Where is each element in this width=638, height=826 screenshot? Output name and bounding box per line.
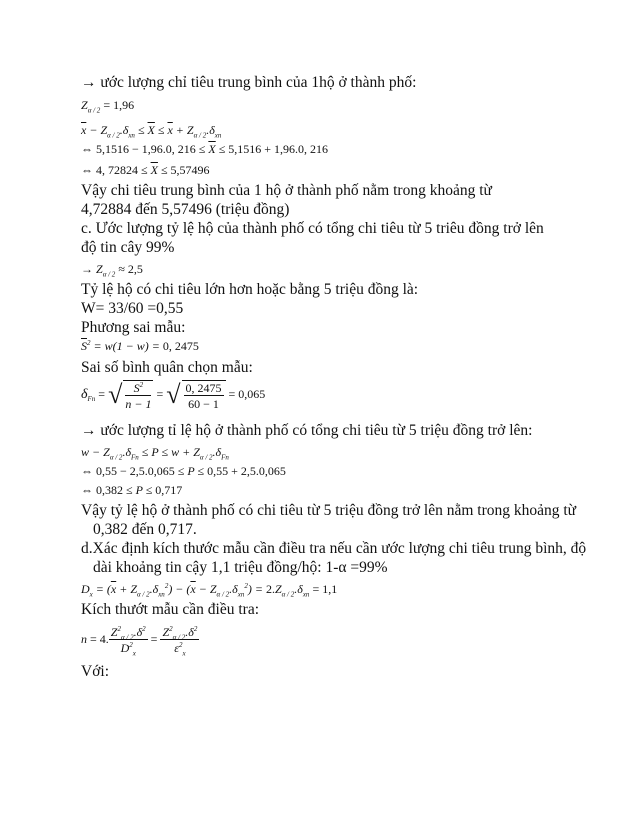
formula-line: $Z_{\alpha / 2} = 1,96$: [81, 98, 135, 115]
formula-line: ⇔ 0,55 − 2,5.0,065 ≤ P ≤ 0,55 + 2,5.0,065: [81, 464, 286, 478]
text-line: Với:: [81, 663, 110, 680]
text-line: Sai số bình quân chọn mẫu:: [81, 359, 253, 376]
text-line: độ tin cây 99%: [81, 239, 175, 256]
text-line: Phương sai mẫu:: [81, 319, 186, 336]
formula-line: ⇔ 0,382 ≤ P ≤ 0,717: [81, 483, 183, 497]
text-line: c. Ước lượng tỷ lệ hộ của thành phố có tổng chi tiêu từ 5 triêu đồng trở lên: [81, 220, 544, 237]
text-line: 0,382 đến 0,717.: [93, 521, 197, 538]
formula-line: → $Z_{\alpha / 2} \approx 2,5$: [81, 262, 143, 279]
text-line: Vậy tỷ lệ hộ ở thành phố có chi tiêu từ 5 triệu đồng trở lên nằm trong khoảng từ: [81, 502, 577, 519]
formula-line: $\overline{S}^2 = w(1 - w) = 0$, 2475: [81, 339, 199, 353]
text-line: Tỷ lệ hộ có chi tiêu lớn hơn hoặc bằng 5 triệu đồng là:: [81, 281, 419, 298]
formula-line: $\overline{x} - Z_{\alpha / 2}.\delta_{xn} \le \overline{X} \le \overline{x} + Z_{\alpha / 2}.\delta_{xn}$: [81, 123, 222, 140]
text-line: dài khoảng tin cậy 1,1 triệu đồng/hộ: 1-α =99%: [93, 559, 388, 576]
text-line: → ước lượng tỉ lệ hộ ở thành phố có tổng chi tiêu từ 5 triệu đồng trở lên:: [81, 422, 533, 439]
formula-line: ⇔ 4, $72824 \le \overline{X} \le 5,57496$: [81, 163, 210, 177]
formula-line: $D_x = (\overline{x} + Z_{\alpha / 2}.\delta_{xn}^2) - (\overline{x} - Z_{\alpha / 2}.\delta_{xn}^2) = 2.Z_{\alpha / 2}.\delta_{xn} = 1,1$: [81, 582, 338, 599]
formula-line: $\delta_{Fn}$ = √ $\frac{S^2}{n - 1}$ = √ $\frac{0, 2475}{60 - 1}$ = 0,065: [81, 380, 266, 411]
text-line: → ước lượng chỉ tiêu trung bình của 1hộ ở thành phố:: [81, 74, 417, 91]
formula-line: $w - Z_{\alpha / 2}.\delta_{Fn} \le P \le w + Z_{\alpha / 2}.\delta_{Fn}$: [81, 445, 229, 462]
text-line: Vậy chi tiêu trung bình của 1 hộ ở thành phố nằm trong khoảng từ: [81, 182, 492, 199]
text-line: W= 33/60 =0,55: [81, 300, 184, 317]
formula-line: ⇔ 5,1516 − 1,96.0, $216 \le \overline{X} \le 5,1516 + 1,96.0$, 216: [81, 142, 329, 156]
formula-line: n = 4. $\frac{Z^2_{\alpha / 2}.\delta^2}{D^2_x}$ = $\frac{Z^2_{\alpha / 2}.\delta^2}{\varepsilon^2_x}$: [81, 625, 198, 658]
text-line: Kích thướt mẫu cần điều tra:: [81, 601, 260, 618]
text-line: 4,72884 đến 5,57496 (triệu đồng): [81, 201, 290, 218]
text-line: d.Xác định kích thước mẫu cần điều tra nếu cần ước lượng chi tiêu trung bình, độ: [81, 540, 587, 557]
